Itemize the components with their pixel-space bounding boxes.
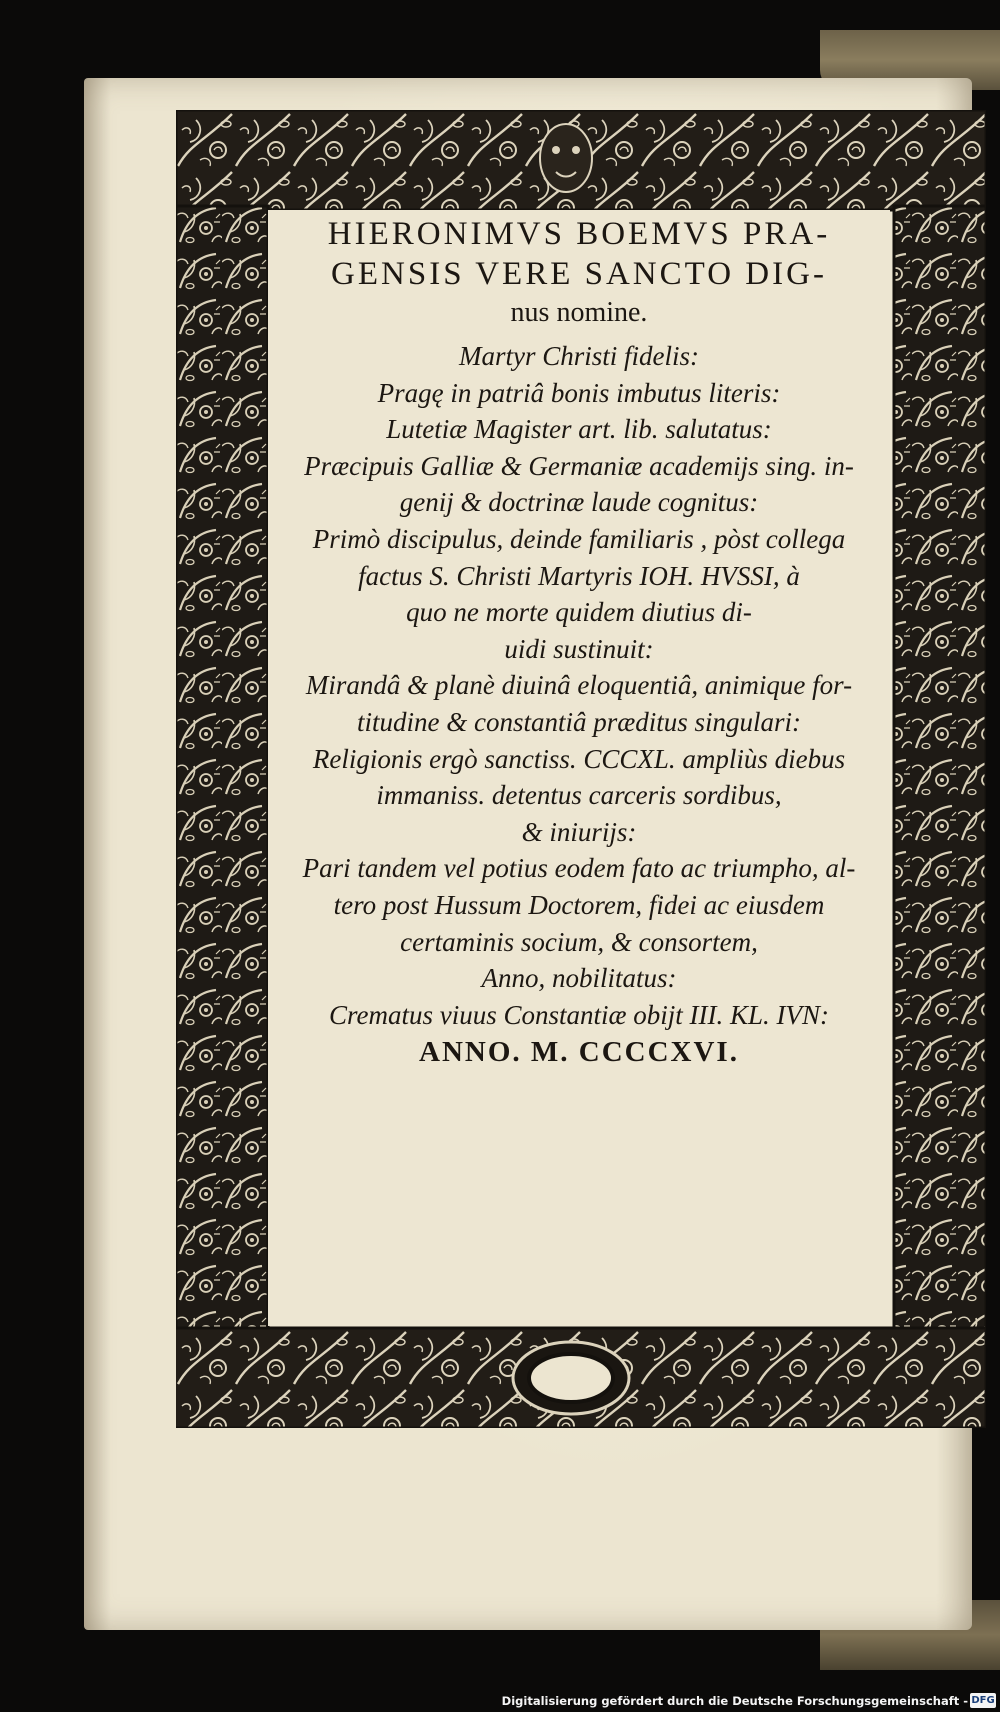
body-line: uidi sustinuit: <box>504 633 654 664</box>
body-line: Anno, nobilitatus: <box>481 963 677 994</box>
body-line: Religionis ergò sanctiss. CCCXL. ampliùs diebus <box>312 743 846 774</box>
body-line: immaniss. detentus carceris sordibus, <box>376 780 782 811</box>
body-line: Martyr Christi fidelis: <box>458 341 699 371</box>
digitization-credit: Digitalisierung gefördert durch die Deutsche Forschungsgemeinschaft - <box>501 1694 968 1708</box>
body-line: Præcipuis Galliæ & Germaniæ academijs sing. in- <box>304 450 854 481</box>
body-line: Pari tandem vel potius eodem fato ac triumpho, al- <box>302 853 856 884</box>
body-line: certaminis socium, & consortem, <box>400 926 758 957</box>
heading-line-2: GENSIS VERE SANCTO DIG- <box>331 256 827 292</box>
epitaph-text-block <box>272 214 886 1071</box>
body-line: tero post Hussum Doctorem, fidei ac eiusdem <box>333 889 825 920</box>
heading-line-3: nus nomine. <box>510 297 648 328</box>
body-line: quo ne morte quidem diutius di- <box>406 597 752 628</box>
body-line: genij & doctrinæ laude cognitus: <box>399 487 759 518</box>
body-line: Primò discipulus, deinde familiaris , pòst collega <box>312 523 846 554</box>
body-line: titudine & constantiâ præditus singulari: <box>356 706 802 737</box>
heading-line-1: HIERONIMVS BOEMVS PRA- <box>327 216 831 252</box>
body-line: factus S. Christi Martyris IOH. HVSSI, à <box>358 560 800 591</box>
final-date-line: ANNO. M. CCCCXVI. <box>419 1036 739 1069</box>
body-line: Lutetiæ Magister art. lib. salutatus: <box>386 414 772 445</box>
body-line: & iniurijs: <box>521 816 637 847</box>
body-line: Crematus viuus Constantiæ obijt III. KL. IVN: <box>328 999 829 1030</box>
body-line: Mirandâ & planè diuinâ eloquentiâ, animique for- <box>305 670 853 701</box>
body-line: Pragę in patriâ bonis imbutus literis: <box>377 377 781 408</box>
dfg-logo-icon: DFG <box>971 1695 995 1706</box>
